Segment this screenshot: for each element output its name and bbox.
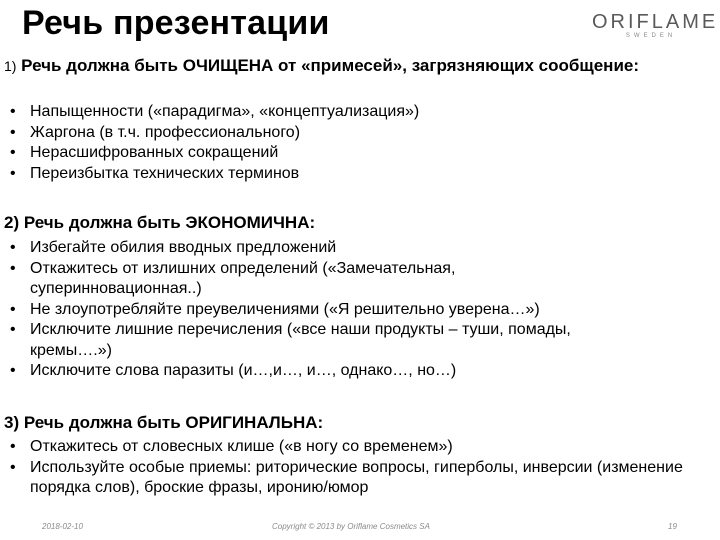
section-3-heading <box>4 412 704 433</box>
footer-copyright: Copyright © 2013 by Oriflame Cosmetics SA <box>272 522 430 531</box>
section-1-number: 1) <box>4 58 17 74</box>
list-item-text: Исключите слова паразиты (и…,и…, и…, однако…, но…) <box>30 362 457 379</box>
list-item <box>4 300 664 321</box>
section-2-heading <box>4 212 704 233</box>
list-item <box>4 102 694 123</box>
section-1-list <box>4 102 694 184</box>
logo-brand: ORIFLAME <box>592 11 719 33</box>
section-2-text: Речь должна быть ЭКОНОМИЧНА: <box>19 213 316 232</box>
list-item <box>4 259 664 300</box>
list-item <box>4 458 694 499</box>
bullet: • <box>10 144 16 161</box>
bullet: • <box>10 123 16 141</box>
section-1-heading <box>4 55 704 77</box>
bullet: • <box>10 458 16 476</box>
list-item-text: Избегайте обилия вводных предложений <box>30 239 337 256</box>
bullet: • <box>10 103 16 120</box>
list-item <box>4 143 694 164</box>
section-3-list <box>4 437 694 499</box>
slide-title: Речь презентации <box>22 4 330 42</box>
list-item <box>4 238 664 259</box>
list-item-text: Не злоупотребляйте преувеличениями («Я решительно уверена…») <box>30 300 540 318</box>
list-item <box>4 123 694 144</box>
list-item-text: Переизбытка технических терминов <box>30 164 300 182</box>
bullet: • <box>10 164 16 182</box>
list-item-text: Откажитесь от словесных клише («в ногу со временем») <box>30 438 453 455</box>
list-item-text: Откажитесь от излишних определений («Замечательная, суперинновационная..) <box>30 259 456 297</box>
bullet: • <box>10 300 16 318</box>
list-item <box>4 361 664 382</box>
section-3-text: Речь должна быть ОРИГИНАЛЬНА: <box>19 413 324 432</box>
bullet: • <box>10 321 16 338</box>
footer-date: 2018-02-10 <box>42 522 83 531</box>
bullet: • <box>10 239 16 256</box>
logo-sub: SWEDEN <box>625 33 677 39</box>
bullet: • <box>10 259 16 277</box>
footer-page-number: 19 <box>668 522 677 531</box>
list-item-text: Исключите лишние перечисления («все наши продукты – туши, помады, кремы….») <box>30 321 571 359</box>
list-item <box>4 164 694 185</box>
bullet: • <box>10 438 16 455</box>
section-2-number: 2) <box>4 213 20 232</box>
list-item-text: Жаргона (в т.ч. профессионального) <box>30 123 301 141</box>
list-item <box>4 320 664 361</box>
section-1-text: Речь должна быть ОЧИЩЕНА от «примесей», загрязняющих сообщение: <box>16 56 640 75</box>
oriflame-logo <box>592 11 719 40</box>
section-3-number: 3) <box>4 413 20 432</box>
list-item-text: Нерасшифрованных сокращений <box>30 144 279 161</box>
list-item-text: Используйте особые приемы: риторические вопросы, гиперболы, инверсии (изменение порядка слов), броские фразы, иронию/юмор <box>30 458 683 496</box>
list-item <box>4 437 694 458</box>
list-item-text: Напыщенности («парадигма», «концептуализация») <box>30 103 420 120</box>
section-2-list <box>4 238 664 382</box>
bullet: • <box>10 362 16 379</box>
